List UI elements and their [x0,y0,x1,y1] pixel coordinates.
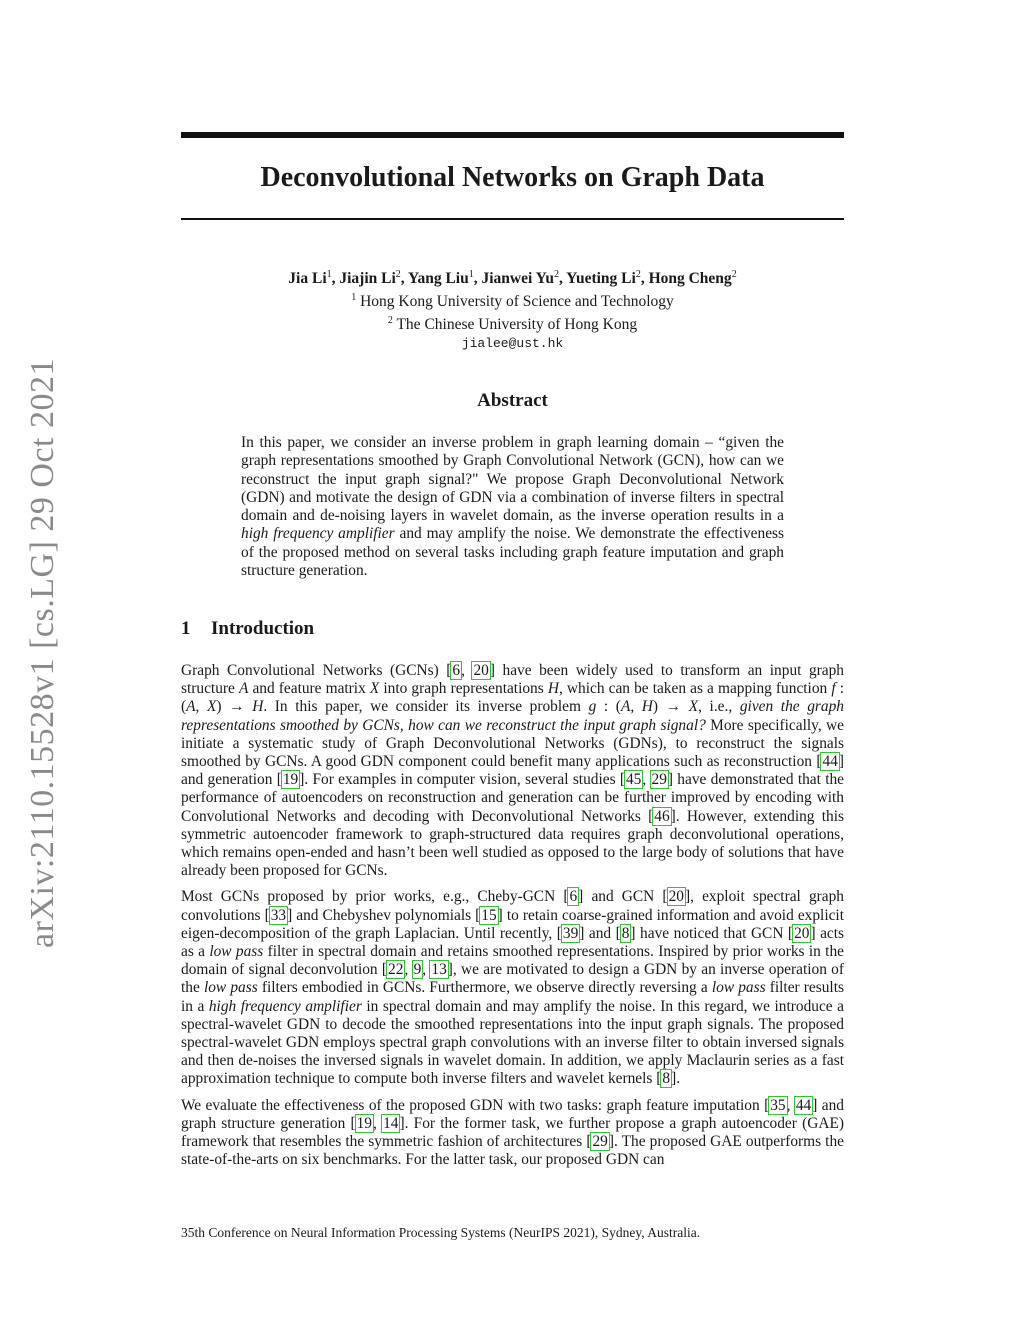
emphasis-text: low pass [711,979,766,997]
citation-link[interactable]: 20 [668,888,684,906]
author-affiliation-marker: 2 [395,269,401,280]
author-name: Hong Cheng [648,270,732,288]
intro-paragraph-3: We evaluate the effectiveness of the proposed GDN with two tasks: graph feature imputation [35, 44] and graph structure generation [19, 14]. For the former task, we further propose a graph autoencoder (GAE) framework that resembles the symmetric fashion of architectures [29]. The proposed GAE outperforms the state-of-the-arts on six benchmarks. For the latter task, our proposed GDN can [181,1096,844,1169]
author-affiliation-marker: 2 [731,269,737,280]
conference-footer: 35th Conference on Neural Information Processing Systems (NeurIPS 2021), Sydney, Australia. [181,1225,701,1240]
citation-link[interactable]: 14 [383,1114,399,1132]
arxiv-stamp-text: arXiv:2110.15528v1 [cs.LG] 29 Oct 2021 [24,358,62,948]
affiliation-1-name: Hong Kong University of Science and Technology [360,293,674,311]
author-affiliation-marker: 2 [635,269,641,280]
affiliation-2 [181,311,844,334]
intro-body [181,662,844,1177]
emphasis-text: low pass [209,943,264,961]
affiliation-2-num: 2 [387,315,393,327]
title-bottom-rule [181,218,844,220]
citation-link[interactable]: 9 [413,961,422,979]
section-number: 1 [181,618,191,639]
citation-link[interactable]: 39 [562,924,579,942]
author-name: Yang Liu [407,270,469,288]
citation-link[interactable]: 44 [822,753,838,771]
citation-link[interactable]: 44 [795,1096,812,1114]
author-names: Jia Li$^1$, Jiajin Li$^2$, Yang Liu$^1$, Jianwei Yu$^2$, Yueting Li$^2$, Hong Cheng$^2$ [288,269,737,288]
emphasis-text: high frequency amplifier [208,997,362,1015]
author-name: Yueting Li [566,270,636,288]
emphasis-text: given the graph representations smoothed by GCNs, how can we reconstruct the input graph signal? [181,698,844,734]
author-name: Jiajin Li [339,270,396,288]
citation-link[interactable]: 8 [662,1070,671,1088]
citation-link[interactable]: 33 [270,906,287,924]
abstract-text [241,434,784,580]
section-title-text: Introduction [211,618,315,639]
citation-link[interactable]: 22 [388,961,404,979]
affiliation-1 [181,288,844,311]
citation-link[interactable]: 20 [473,662,489,679]
abstract-part-1: In this paper, we consider an inverse problem in graph learning domain – “given the graph representations smoothed by Graph Convolutional Network (GCN), how can we reconstruct the input graph signal?" We propose Graph Deconvolutional Network (GDN) and motivate the design of GDN via a combination of inverse filters in spectral domain and de-noising layers in wavelet domain, as the inverse operation results in a [241,434,784,525]
citation-link[interactable]: 45 [625,771,642,789]
emphasis-text: X [369,680,380,698]
citation-link[interactable]: 35 [770,1096,786,1114]
emphasis-text: H [547,680,559,698]
citation-link[interactable]: 15 [481,906,497,924]
intro-paragraph-2: Most GCNs proposed by prior works, e.g., Cheby-GCN [6] and GCN [20], exploit spectral graph convolutions [33] and Chebyshev polynomials [15] to retain coarse-grained information and avoid explicit eigen-decomposition of the graph Laplacian. Until recently, [39] and [8] have noticed that GCN [20] acts as a low pass filter in spectral domain and retains smoothed representations. Inspired by prior works in the domain of signal deconvolution [22, 9, 13], we are motivated to design a GDN by an inverse operation of the low pass filters embodied in GCNs. Furthermore, we observe directly reversing a low pass filter results in a high frequency amplifier in spectral domain and may amplify the noise. In this regard, we introduce a spectral-wavelet GDN to decode the smoothed representations into the input graph signals. The proposed spectral-wavelet GDN employs spectral graph convolutions with an inverse filter to obtain inversed signals and then de-noises the inversed signals in wavelet domain. In addition, we apply Maclaurin series as a fast approximation technique to compute both inverse filters and wavelet kernels [8]. [181,888,844,1088]
abstract-part-2: and may amplify the noise. We demonstrate the effectiveness of the proposed method on several tasks including graph feature imputation and graph structure generation. [241,525,784,580]
emphasis-text: A [238,680,249,698]
citation-link[interactable]: 6 [569,888,578,906]
affiliation-1-num: 1 [351,292,357,304]
paper-title: Deconvolutional Networks on Graph Data [260,162,765,193]
title-top-rule [181,132,844,138]
emphasis-text: g [588,698,597,716]
citation-link[interactable]: 29 [592,1133,608,1151]
emphasis-text: X [688,698,699,716]
citation-link[interactable]: 29 [651,771,667,789]
author-name: Jianwei Yu [481,270,554,288]
author-block [181,265,844,353]
abstract-heading: Abstract [477,390,548,411]
citation-link[interactable]: 6 [452,662,461,679]
emphasis-text: low pass [203,979,258,997]
emphasis-text: H [252,698,264,716]
emphasis-text: A, H [620,698,653,716]
author-email[interactable]: jialee@ust.hk [461,336,564,352]
author-affiliation-marker: 1 [468,269,474,280]
section-heading [181,618,314,640]
emphasis-text: f [831,680,836,698]
citation-link[interactable]: 20 [794,924,810,942]
arxiv-stamp [18,358,68,948]
citation-link[interactable]: 13 [431,961,447,979]
citation-link[interactable]: 19 [282,771,299,789]
author-name: Jia Li [288,270,327,288]
citation-link[interactable]: 46 [654,807,670,825]
intro-paragraph-1: Graph Convolutional Networks (GCNs) [6, 20] have been widely used to transform an input graph structure A and feature matrix X into graph representations H, which can be taken as a mapping function f : (A, X) → H. In this paper, we consider its inverse problem g : (A, H) → X, i.e., given the graph representations smoothed by GCNs, how can we reconstruct the input graph signal? More specifically, we initiate a systematic study of Graph Deconvolutional Networks (GDNs), to reconstruct the signals smoothed by GCNs. A good GDN component could benefit many applications such as reconstruction [44] and generation [19]. For examples in computer vision, several studies [45, 29] have demonstrated that the performance of autoencoders on reconstruction and generation can be further improved by encoding with Convolutional Networks and decoding with Deconvolutional Networks [46]. However, extending this symmetric autoencoder framework to graph-structured data requires graph deconvolutional operations, which remains open-ended and hasn’t been well studied as opposed to the large body of solutions that have already been proposed for GCNs. [181,662,844,880]
author-affiliation-marker: 1 [326,269,332,280]
abstract-emphasis: high frequency amplifier [241,525,395,543]
emphasis-text: A, X [186,698,217,716]
citation-link[interactable]: 19 [356,1114,372,1132]
author-affiliation-marker: 2 [553,269,559,280]
citation-link[interactable]: 8 [621,924,630,942]
affiliation-2-name: The Chinese University of Hong Kong [396,316,638,334]
